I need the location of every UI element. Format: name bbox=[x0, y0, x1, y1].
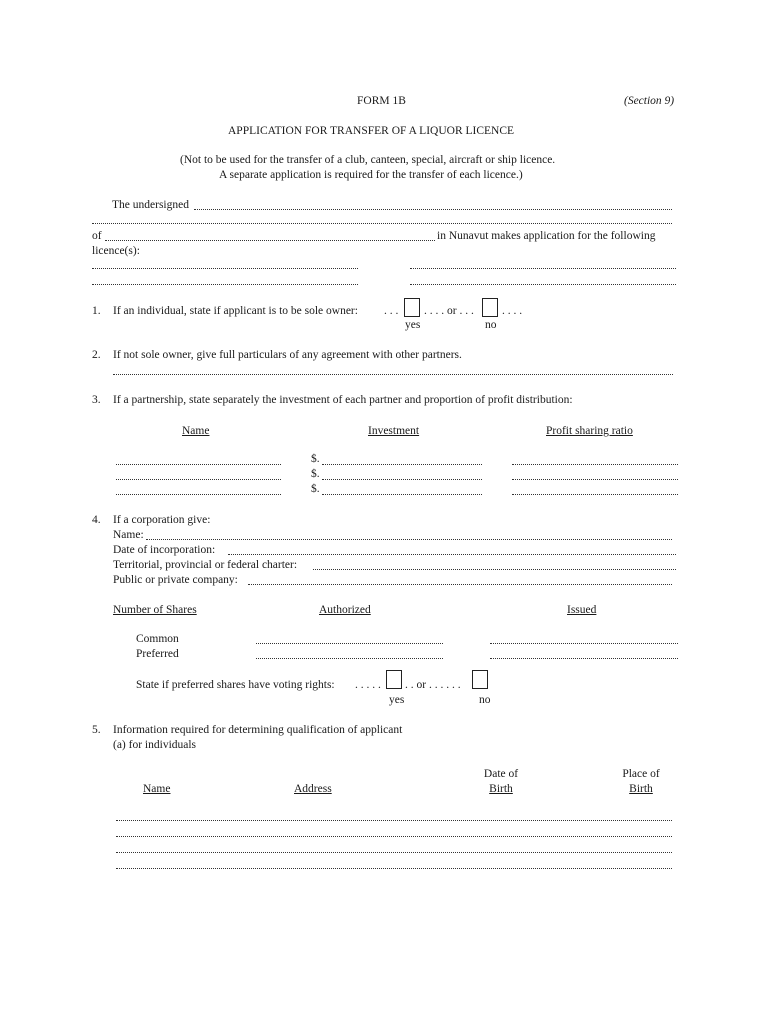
q4-col-shares: Number of Shares bbox=[113, 604, 197, 616]
q5-col-pob-line2: Birth bbox=[629, 783, 653, 795]
q4-common-authorized[interactable] bbox=[256, 643, 443, 644]
address-field[interactable] bbox=[105, 240, 435, 241]
q3-profit-3[interactable] bbox=[512, 494, 678, 495]
q3-dollar-3: $. bbox=[311, 483, 320, 495]
q5-answer-line-3[interactable] bbox=[116, 852, 672, 853]
q3-investment-2[interactable] bbox=[322, 479, 482, 480]
q3-partner-name-1[interactable] bbox=[116, 464, 281, 465]
form-title: APPLICATION FOR TRANSFER OF A LIQUOR LICENCE bbox=[228, 125, 515, 137]
q1-number: 1. bbox=[92, 305, 101, 317]
q2-answer-field[interactable] bbox=[113, 374, 673, 375]
q3-col-name: Name bbox=[182, 425, 210, 437]
form-id: FORM 1B bbox=[357, 95, 406, 107]
q1-yes-checkbox[interactable] bbox=[404, 298, 420, 317]
q3-profit-1[interactable] bbox=[512, 464, 678, 465]
q1-dots-c: . . . . bbox=[502, 305, 523, 317]
form-note-line-2: A separate application is required for the transfer of each licence.) bbox=[219, 169, 523, 181]
q5-sub-a: (a) for individuals bbox=[113, 739, 197, 751]
q5-col-pob-line1: Place of bbox=[622, 768, 660, 780]
q4-preferred-issued[interactable] bbox=[490, 658, 678, 659]
q3-col-profit: Profit sharing ratio bbox=[546, 425, 633, 437]
nunavut-application-text: in Nunavut makes application for the following bbox=[437, 230, 656, 242]
q3-col-investment: Investment bbox=[368, 425, 420, 437]
q2-number: 2. bbox=[92, 349, 101, 361]
q1-no-label: no bbox=[485, 319, 497, 331]
q4-col-authorized: Authorized bbox=[319, 604, 371, 616]
q3-number: 3. bbox=[92, 394, 101, 406]
q4-voting-dots-a: . . . . . bbox=[355, 679, 381, 691]
q4-number: 4. bbox=[92, 514, 101, 526]
q4-text: If a corporation give: bbox=[113, 514, 211, 526]
q5-col-address: Address bbox=[294, 783, 332, 795]
q5-answer-line-1[interactable] bbox=[116, 820, 672, 821]
q4-voting-yes-checkbox[interactable] bbox=[386, 670, 402, 689]
q1-dots-a: . . . bbox=[384, 305, 399, 317]
q5-col-name: Name bbox=[143, 783, 171, 795]
q4-name-label: Name: bbox=[113, 529, 144, 541]
licences-label: licence(s): bbox=[92, 245, 140, 257]
q3-profit-2[interactable] bbox=[512, 479, 678, 480]
q4-name-field[interactable] bbox=[146, 539, 672, 540]
licence-field-4[interactable] bbox=[410, 284, 676, 285]
q4-preferred-label: Preferred bbox=[136, 648, 179, 660]
q4-charter-label: Territorial, provincial or federal charter: bbox=[113, 559, 298, 571]
licence-field-1[interactable] bbox=[92, 268, 358, 269]
section-reference: (Section 9) bbox=[624, 95, 675, 107]
q4-voting-text: State if preferred shares have voting rights: bbox=[136, 679, 335, 691]
q4-date-label: Date of incorporation: bbox=[113, 544, 216, 556]
licence-field-3[interactable] bbox=[92, 284, 358, 285]
q5-text: Information required for determining qualification of applicant bbox=[113, 724, 403, 736]
q2-text: If not sole owner, give full particulars of any agreement with other partners. bbox=[113, 349, 462, 361]
q1-dots-or: . . . . or . . . bbox=[424, 305, 474, 317]
q4-voting-no-checkbox[interactable] bbox=[472, 670, 488, 689]
q4-public-field[interactable] bbox=[248, 584, 672, 585]
q4-common-label: Common bbox=[136, 633, 179, 645]
q5-answer-line-4[interactable] bbox=[116, 868, 672, 869]
q4-common-issued[interactable] bbox=[490, 643, 678, 644]
q3-investment-3[interactable] bbox=[322, 494, 482, 495]
q4-preferred-authorized[interactable] bbox=[256, 658, 443, 659]
q4-voting-no-label: no bbox=[479, 694, 491, 706]
licence-field-2[interactable] bbox=[410, 268, 676, 269]
q3-partner-name-3[interactable] bbox=[116, 494, 281, 495]
q4-voting-yes-label: yes bbox=[389, 694, 405, 706]
q3-text: If a partnership, state separately the investment of each partner and proportion of profit distribution: bbox=[113, 394, 573, 406]
q4-voting-dots-or: . . or . . . . . . bbox=[405, 679, 461, 691]
q4-date-field[interactable] bbox=[228, 554, 676, 555]
q3-dollar-2: $. bbox=[311, 468, 320, 480]
q5-col-dob-line2: Birth bbox=[489, 783, 513, 795]
form-note-line-1: (Not to be used for the transfer of a club, canteen, special, aircraft or ship licence. bbox=[180, 154, 556, 166]
undersigned-field-continued[interactable] bbox=[92, 223, 672, 224]
q4-charter-field[interactable] bbox=[313, 569, 676, 570]
q3-investment-1[interactable] bbox=[322, 464, 482, 465]
q5-number: 5. bbox=[92, 724, 101, 736]
q4-col-issued: Issued bbox=[567, 604, 597, 616]
q4-public-label: Public or private company: bbox=[113, 574, 238, 586]
of-label: of bbox=[92, 230, 102, 242]
q1-yes-label: yes bbox=[405, 319, 421, 331]
q3-dollar-1: $. bbox=[311, 453, 320, 465]
q5-col-dob-line1: Date of bbox=[483, 768, 519, 780]
q1-no-checkbox[interactable] bbox=[482, 298, 498, 317]
q5-answer-line-2[interactable] bbox=[116, 836, 672, 837]
undersigned-label: The undersigned bbox=[112, 199, 189, 211]
q3-partner-name-2[interactable] bbox=[116, 479, 281, 480]
q1-text: If an individual, state if applicant is to be sole owner: bbox=[113, 305, 358, 317]
undersigned-field[interactable] bbox=[194, 209, 672, 210]
